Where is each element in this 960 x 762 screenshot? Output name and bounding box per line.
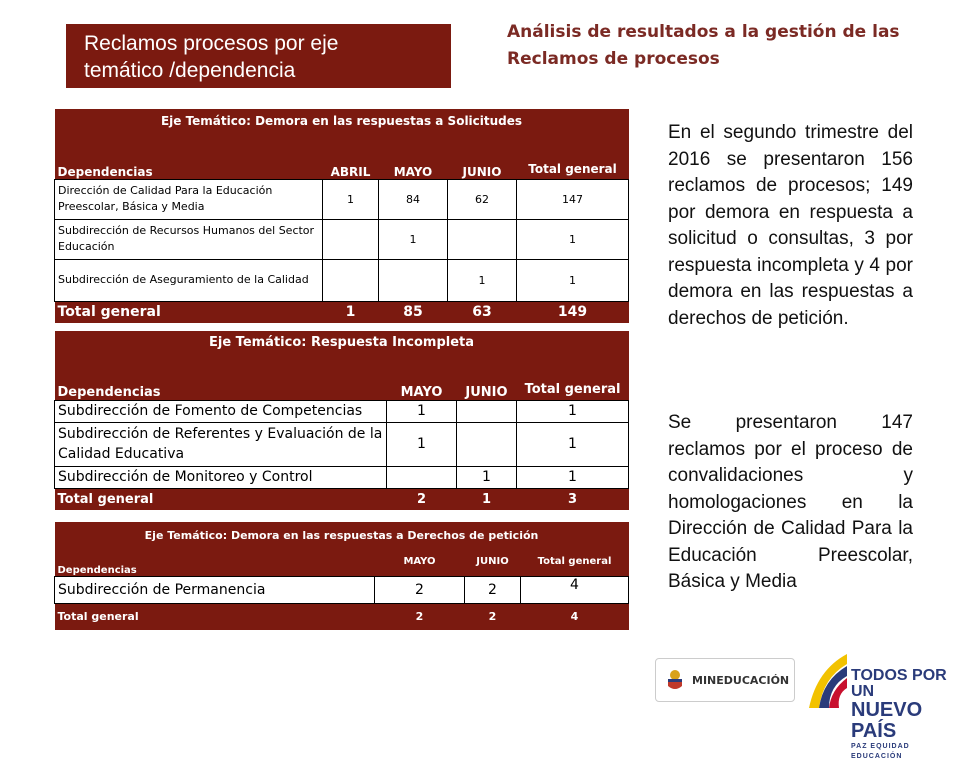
cell: 84	[379, 179, 448, 219]
tpu-line3: PAZ EQUIDAD EDUCACIÓN	[851, 743, 910, 760]
tpu-line1: TODOS POR UN	[851, 667, 947, 700]
table-caption: Eje Temático: Demora en las respuestas a Derechos de petición	[55, 522, 629, 548]
detail-paragraph: Se presentaron 147 reclamos por el proceso de convalidaciones y homologaciones en la Dirección de Calidad Para la Educación Preescolar, Básica y Media	[668, 412, 913, 592]
todos-por-un-nuevo-pais-logo	[851, 668, 955, 762]
section-title-box	[66, 24, 451, 88]
cell: 1	[448, 259, 517, 301]
cell: 1	[387, 400, 457, 422]
cell: 4	[521, 603, 629, 630]
cell: 2	[387, 488, 457, 510]
cell: 62	[448, 179, 517, 219]
cell: 1	[379, 219, 448, 259]
cell: 4	[521, 576, 629, 603]
cell	[457, 400, 517, 422]
cell: Dirección de Calidad Para la Educación Preescolar, Básica y Media	[55, 179, 323, 219]
table-solicitudes	[54, 109, 629, 323]
cell	[448, 219, 517, 259]
cell: 2	[465, 603, 521, 630]
column-header: JUNIO	[448, 133, 517, 179]
table-row	[55, 576, 629, 603]
table-row	[55, 466, 629, 488]
analysis-heading-line1: Análisis de resultados a la gestión de las	[507, 22, 900, 42]
cell: 1	[387, 422, 457, 466]
total-row	[55, 603, 629, 630]
cell: 1	[517, 422, 629, 466]
cell: Total general	[55, 603, 375, 630]
cell: 147	[517, 179, 629, 219]
colombia-flag-stripes-icon	[807, 650, 849, 710]
cell: Total general	[55, 301, 323, 323]
cell: 63	[448, 301, 517, 323]
cell: Subdirección de Monitoreo y Control	[55, 466, 387, 488]
total-row	[55, 301, 629, 323]
section-title-line2: temático /dependencia	[84, 59, 296, 82]
cell: 1	[517, 466, 629, 488]
cell: 2	[375, 576, 465, 603]
table-row	[55, 259, 629, 301]
column-header: Dependencias	[55, 133, 323, 179]
table-caption: Eje Temático: Respuesta Incompleta	[55, 331, 629, 353]
column-header: JUNIO	[465, 548, 521, 576]
column-header: MAYO	[387, 353, 457, 400]
cell: 85	[379, 301, 448, 323]
table-respuesta-incompleta	[54, 331, 629, 510]
analysis-heading-line2: Reclamos de procesos	[507, 49, 720, 69]
cell: 1	[457, 466, 517, 488]
footer-logos	[655, 650, 955, 760]
cell: 1	[517, 400, 629, 422]
coat-of-arms-icon	[664, 667, 686, 693]
summary-paragraph: En el segundo trimestre del 2016 se presentaron 156 reclamos de procesos; 149 por demora en respuesta a solicitud o consultas, 3 por respuesta incompleta y 4 por demora en las respuestas a derechos de petición.	[668, 122, 913, 329]
analysis-heading	[507, 19, 927, 73]
cell: 3	[517, 488, 629, 510]
cell: 2	[465, 576, 521, 603]
cell: Total general	[55, 488, 387, 510]
column-header: Total general	[521, 548, 629, 576]
table-row	[55, 179, 629, 219]
cell: 1	[323, 179, 379, 219]
column-header: Dependencias	[55, 353, 387, 400]
table-derechos-peticion	[54, 522, 629, 630]
cell	[457, 422, 517, 466]
cell: 1	[323, 301, 379, 323]
table-row	[55, 219, 629, 259]
total-row	[55, 488, 629, 510]
cell: 1	[457, 488, 517, 510]
section-title-line1: Reclamos procesos por eje	[84, 32, 339, 55]
cell: Subdirección de Fomento de Competencias	[55, 400, 387, 422]
cell	[379, 259, 448, 301]
cell: Subdirección de Recursos Humanos del Sector Educación	[55, 219, 323, 259]
cell	[323, 259, 379, 301]
cell: 2	[375, 603, 465, 630]
column-header: MAYO	[379, 133, 448, 179]
column-header: Dependencias	[55, 548, 375, 576]
column-header: MAYO	[375, 548, 465, 576]
table-row	[55, 400, 629, 422]
mineducacion-logo	[655, 658, 795, 702]
column-header: Total general	[517, 133, 629, 179]
mineducacion-label: MINEDUCACIÓN	[692, 673, 790, 687]
cell: Subdirección de Aseguramiento de la Calidad	[55, 259, 323, 301]
cell: 1	[517, 219, 629, 259]
cell: Subdirección de Permanencia	[55, 576, 375, 603]
table-row	[55, 422, 629, 466]
column-header: JUNIO	[457, 353, 517, 400]
cell: Subdirección de Referentes y Evaluación de la Calidad Educativa	[55, 422, 387, 466]
cell	[323, 219, 379, 259]
table-caption: Eje Temático: Demora en las respuestas a Solicitudes	[55, 109, 629, 133]
column-header: ABRIL	[323, 133, 379, 179]
cell: 1	[517, 259, 629, 301]
column-header: Total general	[517, 353, 629, 400]
cell: 149	[517, 301, 629, 323]
tpu-line2: NUEVO PAÍS	[851, 699, 923, 742]
cell	[387, 466, 457, 488]
